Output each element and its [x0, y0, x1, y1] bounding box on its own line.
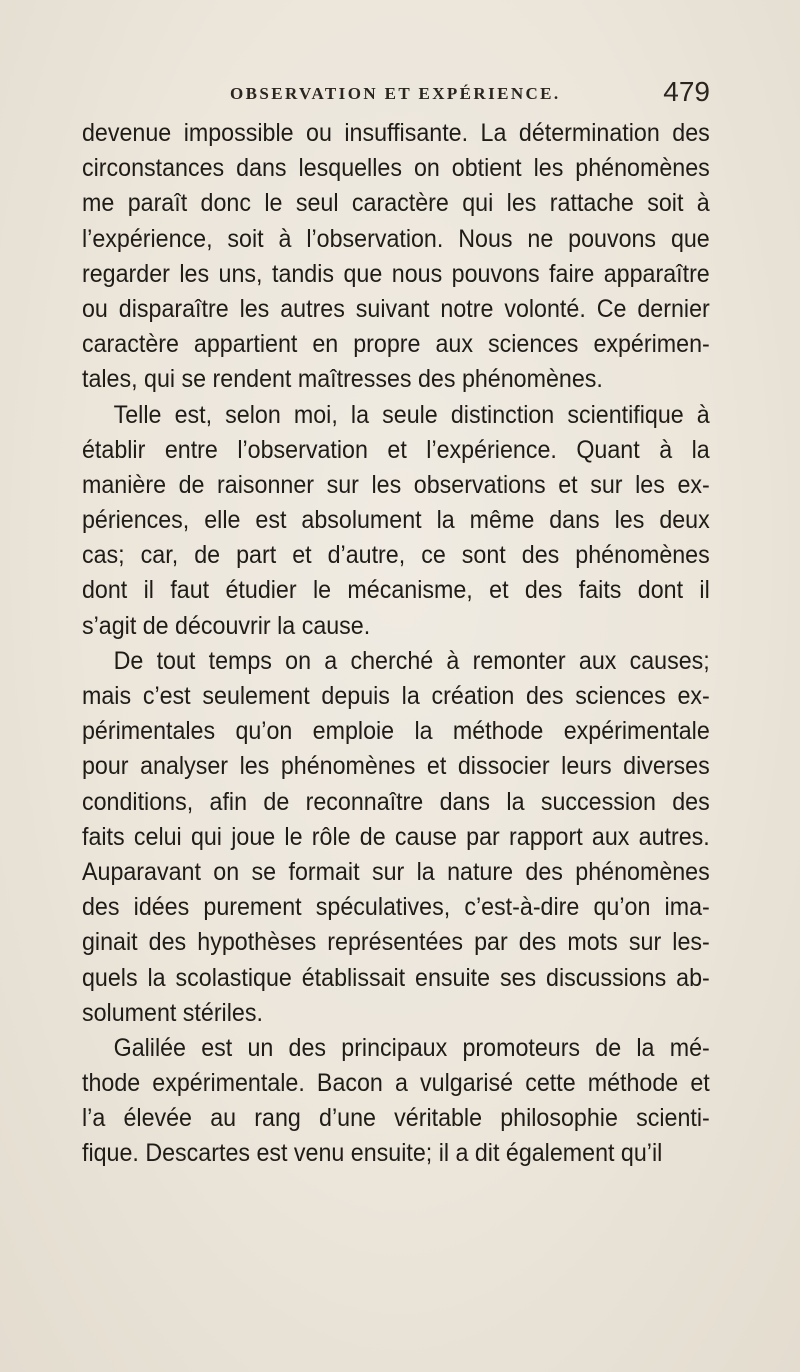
- text-line: périmentales qu’on emploie la méthode expérimentale: [82, 717, 710, 746]
- text-line: solument stériles.: [82, 998, 263, 1027]
- text-line: tales, qui se rendent maîtresses des phénomènes.: [82, 365, 603, 394]
- text-line: dont il faut étudier le mécanisme, et des faits dont il: [82, 576, 710, 605]
- text-line: faits celui qui joue le rôle de cause par rapport aux autres.: [82, 822, 710, 851]
- text-line: mais c’est seulement depuis la création des sciences ex-: [82, 682, 710, 710]
- text-line: l’expérience, soit à l’observation. Nous ne pouvons que: [82, 224, 710, 253]
- text-line: établir entre l’observation et l’expérience. Quant à la: [82, 435, 710, 464]
- text-line: caractère appartient en propre aux sciences expérimen-: [82, 330, 710, 359]
- page-number: 479: [663, 76, 710, 107]
- text-line: fique. Descartes est venu ensuite; il a dit également qu’il: [82, 1139, 663, 1168]
- text-line: cas; car, de part et d’autre, ce sont des phénomènes: [82, 541, 710, 570]
- text-line: l’a élevée au rang d’une véritable philosophie scienti-: [82, 1104, 710, 1133]
- text-line: thode expérimentale. Bacon a vulgarisé cette méthode et: [82, 1069, 710, 1098]
- text-line: circonstances dans lesquelles on obtient les phénomènes: [82, 154, 710, 183]
- text-line: devenue impossible ou insuffisante. La détermination des: [82, 119, 710, 147]
- text-line: conditions, afin de reconnaître dans la succession des: [82, 787, 710, 816]
- text-line: De tout temps on a cherché à remonter aux causes;: [113, 646, 710, 675]
- text-line: Galilée est un des principaux promoteurs de la mé-: [113, 1033, 710, 1062]
- text-line: manière de raisonner sur les observations et sur les ex-: [82, 470, 710, 499]
- running-head: [140, 76, 710, 120]
- text-line: ou disparaître les autres suivant notre volonté. Ce dernier: [82, 294, 710, 323]
- text-line: s’agit de découvrir la cause.: [82, 611, 371, 640]
- running-title: OBSERVATION ET EXPÉRIENCE.: [230, 84, 561, 103]
- text-line: périences, elle est absolument la même dans les deux: [82, 506, 710, 535]
- text-line: regarder les uns, tandis que nous pouvons faire apparaître: [82, 259, 710, 288]
- text-line: Auparavant on se formait sur la nature des phénomènes: [82, 857, 710, 886]
- text-line: me paraît donc le seul caractère qui les rattache soit à: [82, 189, 710, 218]
- text-line: Telle est, selon moi, la seule distinction scientifique à: [113, 400, 710, 429]
- body-text: [82, 116, 710, 1172]
- text-line: quels la scolastique établissait ensuite ses discussions ab-: [82, 963, 710, 992]
- text-line: ginait des hypothèses représentées par des mots sur les-: [82, 928, 710, 957]
- text-line: des idées purement spéculatives, c’est-à-dire qu’on ima-: [82, 893, 710, 922]
- text-line: pour analyser les phénomènes et dissocier leurs diverses: [82, 752, 710, 781]
